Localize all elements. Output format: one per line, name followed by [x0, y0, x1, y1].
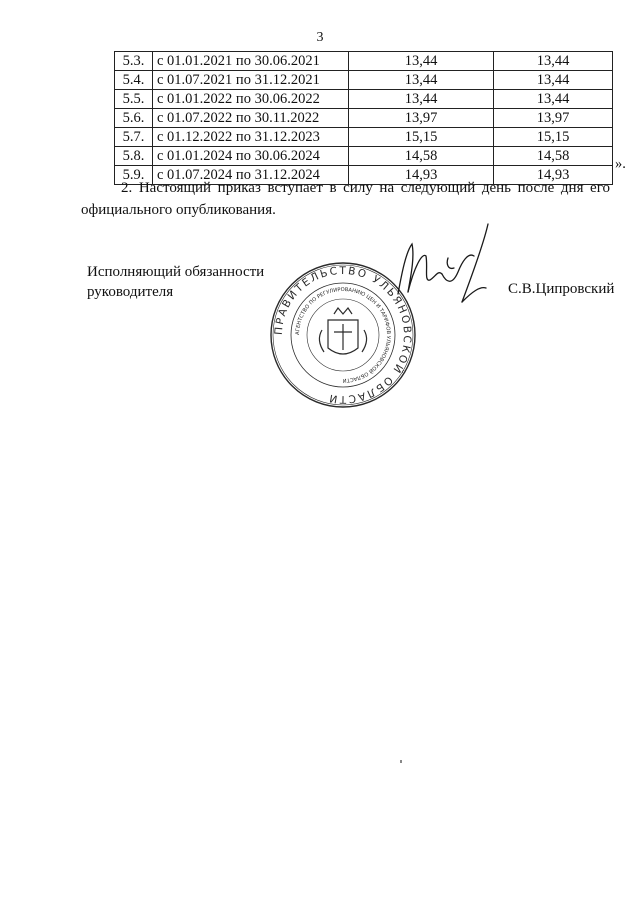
row-number: 5.6.: [115, 109, 153, 128]
value-cell-1: 15,15: [349, 128, 494, 147]
value-cell-2: 13,44: [494, 52, 613, 71]
value-cell-2: 13,97: [494, 109, 613, 128]
table-row: [115, 52, 613, 71]
effective-date-paragraph: 2. Настоящий приказ вступает в силу на следующий день после дня его официального опубликования.: [81, 180, 610, 218]
row-number: 5.4.: [115, 71, 153, 90]
value-cell-1: 13,44: [349, 90, 494, 109]
signer-title-line-1: Исполняющий обязанности: [87, 264, 265, 280]
period-cell: с 01.07.2024 по 31.12.2024: [153, 166, 349, 185]
period-cell: с 01.01.2021 по 30.06.2021: [153, 52, 349, 71]
row-number: 5.9.: [115, 166, 153, 185]
signer-title-line-2: руководителя: [87, 284, 174, 300]
closing-quote-mark: ».: [615, 156, 626, 172]
value-cell-1: 14,93: [349, 166, 494, 185]
table-row: [115, 90, 613, 109]
period-cell: с 01.12.2022 по 31.12.2023: [153, 128, 349, 147]
row-number: 5.8.: [115, 147, 153, 166]
value-cell-2: 13,44: [494, 71, 613, 90]
svg-text:АГЕНТСТВО ПО РЕГУЛИРОВАНИЮ ЦЕН: АГЕНТСТВО ПО РЕГУЛИРОВАНИЮ ЦЕН И ТАРИФОВ УЛЬЯНОВСКОЙ ОБЛАСТИ: [294, 286, 392, 384]
period-cell: с 01.01.2024 по 30.06.2024: [153, 147, 349, 166]
value-cell-2: 14,58: [494, 147, 613, 166]
table-row: [115, 128, 613, 147]
tariff-table: [114, 51, 613, 185]
page-number: 3: [316, 30, 324, 45]
period-cell: с 01.01.2022 по 30.06.2022: [153, 90, 349, 109]
period-cell: с 01.07.2021 по 31.12.2021: [153, 71, 349, 90]
period-cell: с 01.07.2022 по 30.11.2022: [153, 109, 349, 128]
svg-text:ПРАВИТЕЛЬСТВО УЛЬЯНОВСКОЙ ОБЛА: ПРАВИТЕЛЬСТВО УЛЬЯНОВСКОЙ ОБЛАСТИ: [272, 264, 414, 406]
handwritten-signature: [388, 222, 503, 312]
value-cell-1: 14,58: [349, 147, 494, 166]
value-cell-1: 13,44: [349, 52, 494, 71]
row-number: 5.5.: [115, 90, 153, 109]
value-cell-1: 13,97: [349, 109, 494, 128]
tariff-table-body: [115, 52, 613, 185]
table-row: [115, 109, 613, 128]
value-cell-2: 13,44: [494, 90, 613, 109]
value-cell-2: 15,15: [494, 128, 613, 147]
page-speck: [400, 760, 402, 763]
row-number: 5.7.: [115, 128, 153, 147]
table-row: [115, 71, 613, 90]
table-row: [115, 147, 613, 166]
signer-name: С.В.Ципровский: [508, 281, 615, 297]
row-number: 5.3.: [115, 52, 153, 71]
signer-title: [87, 262, 264, 302]
value-cell-1: 13,44: [349, 71, 494, 90]
value-cell-2: 14,93: [494, 166, 613, 185]
